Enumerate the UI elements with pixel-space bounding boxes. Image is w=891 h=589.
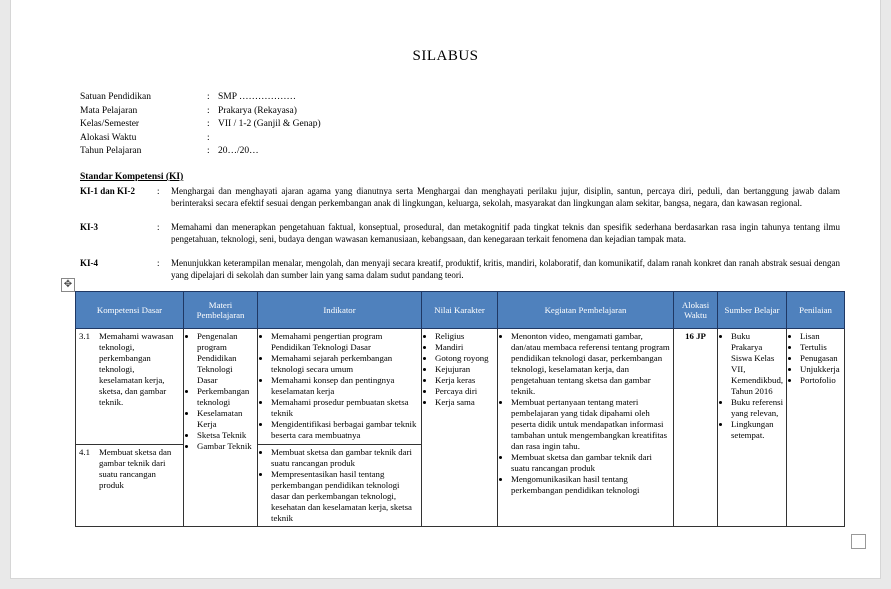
- table-row: [76, 329, 845, 445]
- list-item: • Kerja keras: [435, 375, 494, 386]
- list-item: • Membuat sketsa dan gambar teknik dari suatu rancangan produk: [511, 452, 670, 474]
- kd-text: Memahami wawasan teknologi, perkembangan teknologi, keselamatan kerja, sketsa, dan gambar teknik.: [99, 331, 174, 407]
- table-header-row: [76, 292, 845, 329]
- list-item: • Mengomunikasikan hasil tentang perkembangan pendidikan teknologi: [511, 474, 670, 496]
- header-indikator: Indikator: [258, 292, 422, 329]
- info-value: VII / 1-2 (Ganjil & Genap): [218, 119, 321, 129]
- ki-label: KI-3: [80, 222, 98, 232]
- list-item: • Gambar Teknik: [197, 441, 254, 452]
- info-row: Kelas/Semester : VII / 1-2 (Ganjil & Genap): [80, 118, 321, 132]
- kd-number: 4.1: [79, 447, 90, 457]
- info-label: Alokasi Waktu: [80, 132, 137, 143]
- page-end-marker: [851, 534, 866, 549]
- ki-row: KI-4 : Menunjukkan keterampilan menalar, mengolah, dan menyaji secara kreatif, produktif, kritis, mandiri, kolaboratif, dan komunikatif, dalam ranah konkret dan ranah abstrak sesuai dengan yang dipelajari di sekolah dan sumber lain yang sama dalam sudut pandang teori.: [80, 258, 840, 280]
- list-item: • Mengidentifikasi berbagai gambar teknik beserta cara membuatnya: [271, 419, 418, 441]
- list-item: • Mandiri: [435, 342, 494, 353]
- list-item: • Sketsa Teknik: [197, 430, 254, 441]
- list-item: • Unjukkerja: [800, 364, 841, 375]
- list-item: • Memahami pengertian program Pendidikan Teknologi Dasar: [271, 331, 418, 353]
- info-row: Tahun Pelajaran : 20…/20…: [80, 145, 321, 159]
- header-kegiatan: Kegiatan Pembelajaran: [498, 292, 674, 329]
- list-item: • Perkembangan teknologi: [197, 386, 254, 408]
- list-item: • Buku referensi yang relevan,: [731, 397, 783, 419]
- ki-text: Menghargai dan menghayati ajaran agama yang dianutnya serta Menghargai dan menghayati perilaku jujur, disiplin, santun, percaya diri, peduli, dan bertanggung jawab dalam berinteraksi secara efektif sesuai dengan perkembangan anak di lingkungan, keluarga, sekolah, masyarakat dan lingkungan alam sekitar, bangsa, negara, dan kawasan regional.: [171, 186, 840, 208]
- kd-cell: [76, 329, 184, 445]
- document-info: [80, 91, 321, 159]
- list-item: • Lingkungan setempat.: [731, 419, 783, 441]
- nilai-cell: [422, 329, 498, 527]
- info-value: 20…/20…: [218, 146, 259, 156]
- sumber-cell: [718, 329, 787, 527]
- info-value: Prakarya (Rekayasa): [218, 105, 297, 116]
- list-item: • Tertulis: [800, 342, 841, 353]
- info-label: Tahun Pelajaran: [80, 146, 142, 156]
- ki-label: KI-1 dan KI-2: [80, 186, 136, 196]
- standar-kompetensi-title: Standar Kompetensi (KI): [80, 172, 184, 182]
- materi-cell: [184, 329, 258, 527]
- kd-text: Membuat sketsa dan gambar teknik dari suatu rancangan produk: [99, 447, 172, 490]
- list-item: • Membuat sketsa dan gambar teknik dari suatu rancangan produk: [271, 447, 418, 469]
- ki-row: KI-1 dan KI-2 : Menghargai dan menghayati ajaran agama yang dianutnya serta Menghargai dan menghayati perilaku jujur, disiplin, santun, percaya diri, peduli, dan bertanggung jawab dalam berinteraksi secara efektif sesuai dengan perkembangan anak di lingkungan, keluarga, sekolah, masyarakat dan lingkungan alam sekitar, bangsa, negara, dan kawasan regional.: [80, 186, 840, 208]
- indikator-cell: [258, 329, 422, 445]
- header-materi: Materi Pembelajaran: [184, 292, 258, 329]
- table-move-handle-icon[interactable]: ✥: [61, 278, 75, 292]
- list-item: • Gotong royong: [435, 353, 494, 364]
- header-nilai-karakter: Nilai Karakter: [422, 292, 498, 329]
- list-item: • Pengenalan program Pendidikan Teknologi Dasar: [197, 331, 254, 386]
- syllabus-table: [75, 291, 845, 527]
- info-label: Mata Pelajaran: [80, 105, 138, 116]
- list-item: • Percaya diri: [435, 386, 494, 397]
- list-item: • Membuat pertanyaan tentang materi pembelajaran yang tidak dipahami oleh peserta didik untuk mendapatkan informasi tambahan untuk mengembangkan kreatifitas dan rasa ingin tahu.: [511, 397, 670, 452]
- info-label: Kelas/Semester: [80, 119, 140, 129]
- info-row: Satuan Pendidikan : SMP ………………: [80, 91, 321, 105]
- document-page: [10, 0, 881, 579]
- alokasi-cell: 16 JP: [674, 329, 718, 527]
- list-item: • Buku Prakarya Siswa Kelas VII, Kemendikbud, Tahun 2016: [731, 331, 783, 397]
- list-item: • Memahami prosedur pembuatan sketsa teknik: [271, 397, 418, 419]
- indikator-cell: [258, 445, 422, 527]
- info-value: SMP ………………: [218, 92, 297, 102]
- ki-row: KI-3 : Memahami dan menerapkan pengetahuan faktual, konseptual, prosedural, dan metakognitif pada tingkat teknis dan spesifik sederhana berdasarkan rasa ingin tahunya tentang ilmu pengetahuan, teknologi, seni, budaya dengan wawasan kemanusiaan, kebangsaan, dan kenegaraan terkait fenomena dan kejadian tampak mata.: [80, 222, 840, 244]
- list-item: • Keselamatan Kerja: [197, 408, 254, 430]
- info-label: Satuan Pendidikan: [80, 92, 151, 102]
- info-row: Mata Pelajaran : Prakarya (Rekayasa): [80, 105, 321, 119]
- list-item: • Kerja sama: [435, 397, 494, 408]
- penilaian-cell: [787, 329, 845, 527]
- document-title: SILABUS: [412, 48, 479, 64]
- list-item: • Memahami sejarah perkembangan teknologi secara umum: [271, 353, 418, 375]
- header-penilaian: Penilaian: [787, 292, 845, 329]
- info-row: Alokasi Waktu :: [80, 132, 321, 146]
- list-item: • Memahami konsep dan pentingnya keselamatan kerja: [271, 375, 418, 397]
- header-sumber: Sumber Belajar: [718, 292, 787, 329]
- ki-text: Menunjukkan keterampilan menalar, mengolah, dan menyaji secara kreatif, produktif, kritis, mandiri, kolaboratif, dan komunikatif, dalam ranah konkret dan ranah abstrak sesuai dengan yang dipelajari di sekolah dan sumber lain yang sama dalam sudut pandang teori.: [171, 258, 840, 280]
- kd-cell: [76, 445, 184, 527]
- list-item: • Kejujuran: [435, 364, 494, 375]
- kegiatan-cell: [498, 329, 674, 527]
- list-item: • Lisan: [800, 331, 841, 342]
- header-alokasi: Alokasi Waktu: [674, 292, 718, 329]
- list-item: • Menonton video, mengamati gambar, dan/atau membaca referensi tentang program pendidikan teknologi dasar, perkembangan teknologi, keselamatan kerja, dan pengetahuan tentang sketsa dan gambar teknik.: [511, 331, 670, 397]
- header-kompetensi-dasar: Kompetensi Dasar: [76, 292, 184, 329]
- ki-text: Memahami dan menerapkan pengetahuan faktual, konseptual, prosedural, dan metakognitif pada tingkat teknis dan spesifik sederhana berdasarkan rasa ingin tahunya tentang ilmu pengetahuan, teknologi, seni, budaya dengan wawasan kemanusiaan, kebangsaan, dan kenegaraan terkait fenomena dan kejadian tampak mata.: [171, 222, 840, 244]
- list-item: • Religius: [435, 331, 494, 342]
- kd-number: 3.1: [79, 331, 90, 341]
- list-item: • Mempresentasikan hasil tentang perkembangan pendidikan teknologi dasar dan perkembangan teknologi, kesehatan dan keselamatan kerja, sketsa teknik: [271, 469, 418, 524]
- list-item: • Penugasan: [800, 353, 841, 364]
- list-item: • Portofolio: [800, 375, 841, 386]
- ki-label: KI-4: [80, 258, 98, 268]
